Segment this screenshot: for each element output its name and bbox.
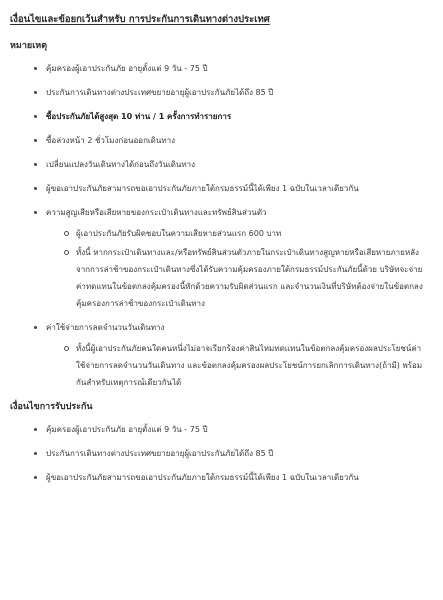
- list-item-text: ความสูญเสียหรือเสียหายของกระเป๋าเดินทางและทรัพย์สินส่วนตัว: [46, 208, 267, 217]
- list-item: ซื้อประกันภัยได้สูงสุด 10 ท่าน / 1 ครั้งการทำรายการ: [34, 108, 425, 125]
- list-item-with-subitems: [34, 319, 425, 391]
- list-item: ผู้ขอเอาประกันภัยสามารถขอเอาประกันภัยภายใต้กรมธรรม์นี้ได้เพียง 1 ฉบับในเวลาเดียวกัน: [34, 180, 425, 197]
- list-item: คุ้มครองผู้เอาประกันภัย อายุตั้งแต่ 9 วัน - 75 ปี: [34, 60, 425, 77]
- acceptance-list: [10, 421, 425, 486]
- list-item: ประกันการเดินทางต่างประเทศขยายอายุผู้เอาประกันภัยได้ถึง 85 ปี: [34, 445, 425, 462]
- acceptance-heading: เงื่อนไขการรับประกัน: [10, 402, 93, 412]
- trip-cut-sublist: [46, 340, 425, 391]
- list-item: คุ้มครองผู้เอาประกันภัย อายุตั้งแต่ 9 วัน - 75 ปี: [34, 421, 425, 438]
- sub-list-item: ทั้งนี้ผู้เอาประกันภัยคนใดคนหนึ่งไม่อาจเรียกร้องค่าสินไหมทดแทนในข้อตกลงคุ้มครองผลประโยชน์ค่าใช้จ่ายการลดจำนวนวันเดินทาง และข้อตกลงคุ้มครองผลประโยชน์การยกเลิกการเดินทาง(ถ้ามี) พร้อมกันสำหรับเหตุการณ์เดียวกันได้: [64, 340, 425, 391]
- remarks-list: [10, 60, 425, 391]
- list-item: ผู้ขอเอาประกันภัยสามารถขอเอาประกันภัยภายใต้กรมธรรม์นี้ได้เพียง 1 ฉบับในเวลาเดียวกัน: [34, 469, 425, 486]
- list-item-text: ค่าใช้จ่ายการลดจำนวนวันเดินทาง: [46, 323, 165, 332]
- list-item-with-subitems: [34, 204, 425, 312]
- list-item: ซื้อล่วงหน้า 2 ชั่วโมงก่อนออกเดินทาง: [34, 132, 425, 149]
- page-title: เงื่อนไขและข้อยกเว้นสำหรับ การประกันการเดินทางต่างประเทศ: [10, 14, 270, 25]
- list-item: ประกันการเดินทางต่างประเทศขยายอายุผู้เอาประกันภัยได้ถึง 85 ปี: [34, 84, 425, 101]
- baggage-sublist: [46, 225, 425, 312]
- sub-list-item: ทั้งนี้ หากกระเป๋าเดินทางและ/หรือทรัพย์สินส่วนตัวภายในกระเป๋าเดินทางสูญหายหรือเสียหายภายหลังจากการล่าช้าของกระเป๋าเดินทางซึ่งได้รับความคุ้มครองภายใต้กรมธรรม์ประกันภัยนี้ด้วย บริษัทจะจ่ายค่าทดแทนในข้อตกลงคุ้มครองนี้หักด้วยความรับผิดส่วนแรก และจำนวนเงินที่บริษัทต้องจ่ายในข้อตกลงคุ้มครองการล่าช้าของกระเป๋าเดินทาง: [64, 244, 425, 312]
- sub-list-item: ผู้เอาประกันภัยรับผิดชอบในความเสียหายส่วนแรก 600 บาท: [64, 225, 425, 242]
- list-item: เปลี่ยนแปลงวันเดินทางได้ก่อนถึงวันเดินทาง: [34, 156, 425, 173]
- remarks-heading: หมายเหตุ: [10, 41, 48, 51]
